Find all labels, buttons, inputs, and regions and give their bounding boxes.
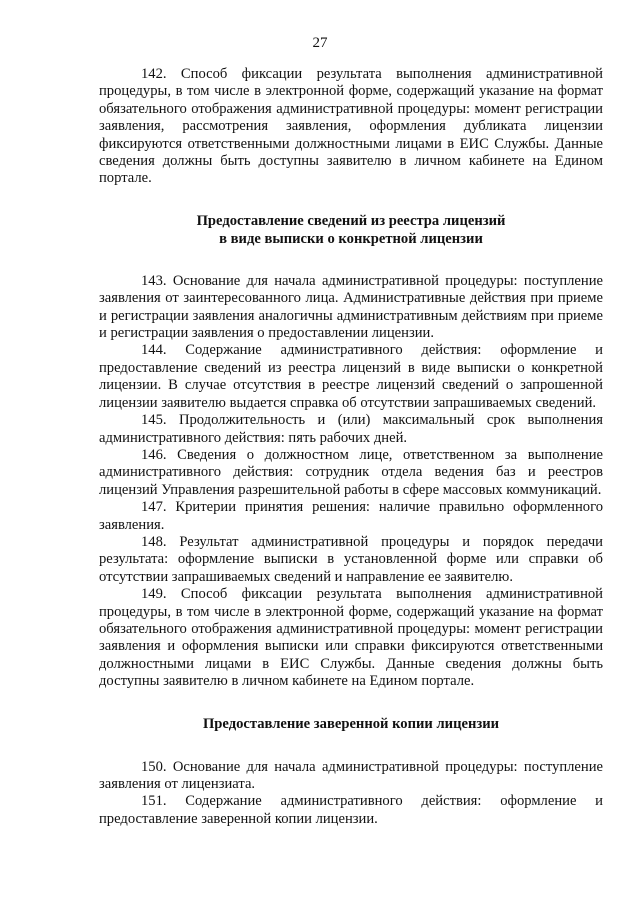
paragraph-143: 143. Основание для начала административной процедуры: поступление заявления от заинтересованного лица. Административные действия при приеме и регистрации заявления аналогичны административным действиям при приеме и регистрации заявления о предоставлении лицензии.: [99, 272, 603, 342]
heading-line: Предоставление сведений из реестра лицензий: [196, 212, 506, 229]
paragraph-149: 149. Способ фиксации результата выполнения административной процедуры, в том числе в электронной форме, содержащий указание на формат обязательного отображения административной процедуры: момент регистрации заявления и оформления выписки или справки фиксируются ответственными должностными лицами в ЕИС Службы. Данные сведения должны быть доступны заявителю в личном кабинете на Едином портале.: [99, 586, 603, 690]
document-body: [99, 66, 603, 828]
paragraph-145: 145. Продолжительность и (или) максимальный срок выполнения административного действия: пять рабочих дней.: [99, 412, 603, 446]
heading-line: в виде выписки о конкретной лицензии: [219, 230, 483, 247]
paragraph-142: 142. Способ фиксации результата выполнения административной процедуры, в том числе в электронной форме, содержащий указание на формат обязательного отображения административной процедуры: момент регистрации заявления, рассмотрения заявления, оформления дубликата лицензии фиксируются ответственными должностными лицами в ЕИС Службы. Данные сведения должны быть доступны заявителю в личном кабинете на Едином портале.: [99, 66, 603, 187]
paragraph-150: 150. Основание для начала административной процедуры: поступление заявления от лицензиата.: [99, 758, 603, 792]
paragraph-144: 144. Содержание административного действия: оформление и предоставление сведений из реестра лицензий в виде выписки о конкретной лицензии. В случае отсутствия в реестре лицензий сведений о запрошенной лицензии заявителю выдается справка об отсутствии запрашиваемых сведений.: [99, 342, 603, 411]
section-heading-certified-copy: [99, 715, 603, 733]
page-number: 27: [312, 35, 328, 51]
heading-line: Предоставление заверенной копии лицензии: [202, 715, 500, 732]
paragraph-146: 146. Сведения о должностном лице, ответственном за выполнение административного действия: сотрудник отдела ведения баз и реестров лицензий Управления разрешительной работы в сфере массовых коммуникаций.: [99, 446, 603, 498]
section-heading-registry-extract: [99, 212, 603, 248]
paragraph-147: 147. Критерии принятия решения: наличие правильно оформленного заявления.: [99, 499, 603, 533]
paragraph-148: 148. Результат административной процедуры и порядок передачи результата: оформление выписки в установленной форме или справки об отсутствии запрашиваемых сведений и направление ее заявителю.: [99, 533, 603, 585]
paragraph-151: 151. Содержание административного действия: оформление и предоставление заверенной копии лицензии.: [99, 793, 603, 827]
